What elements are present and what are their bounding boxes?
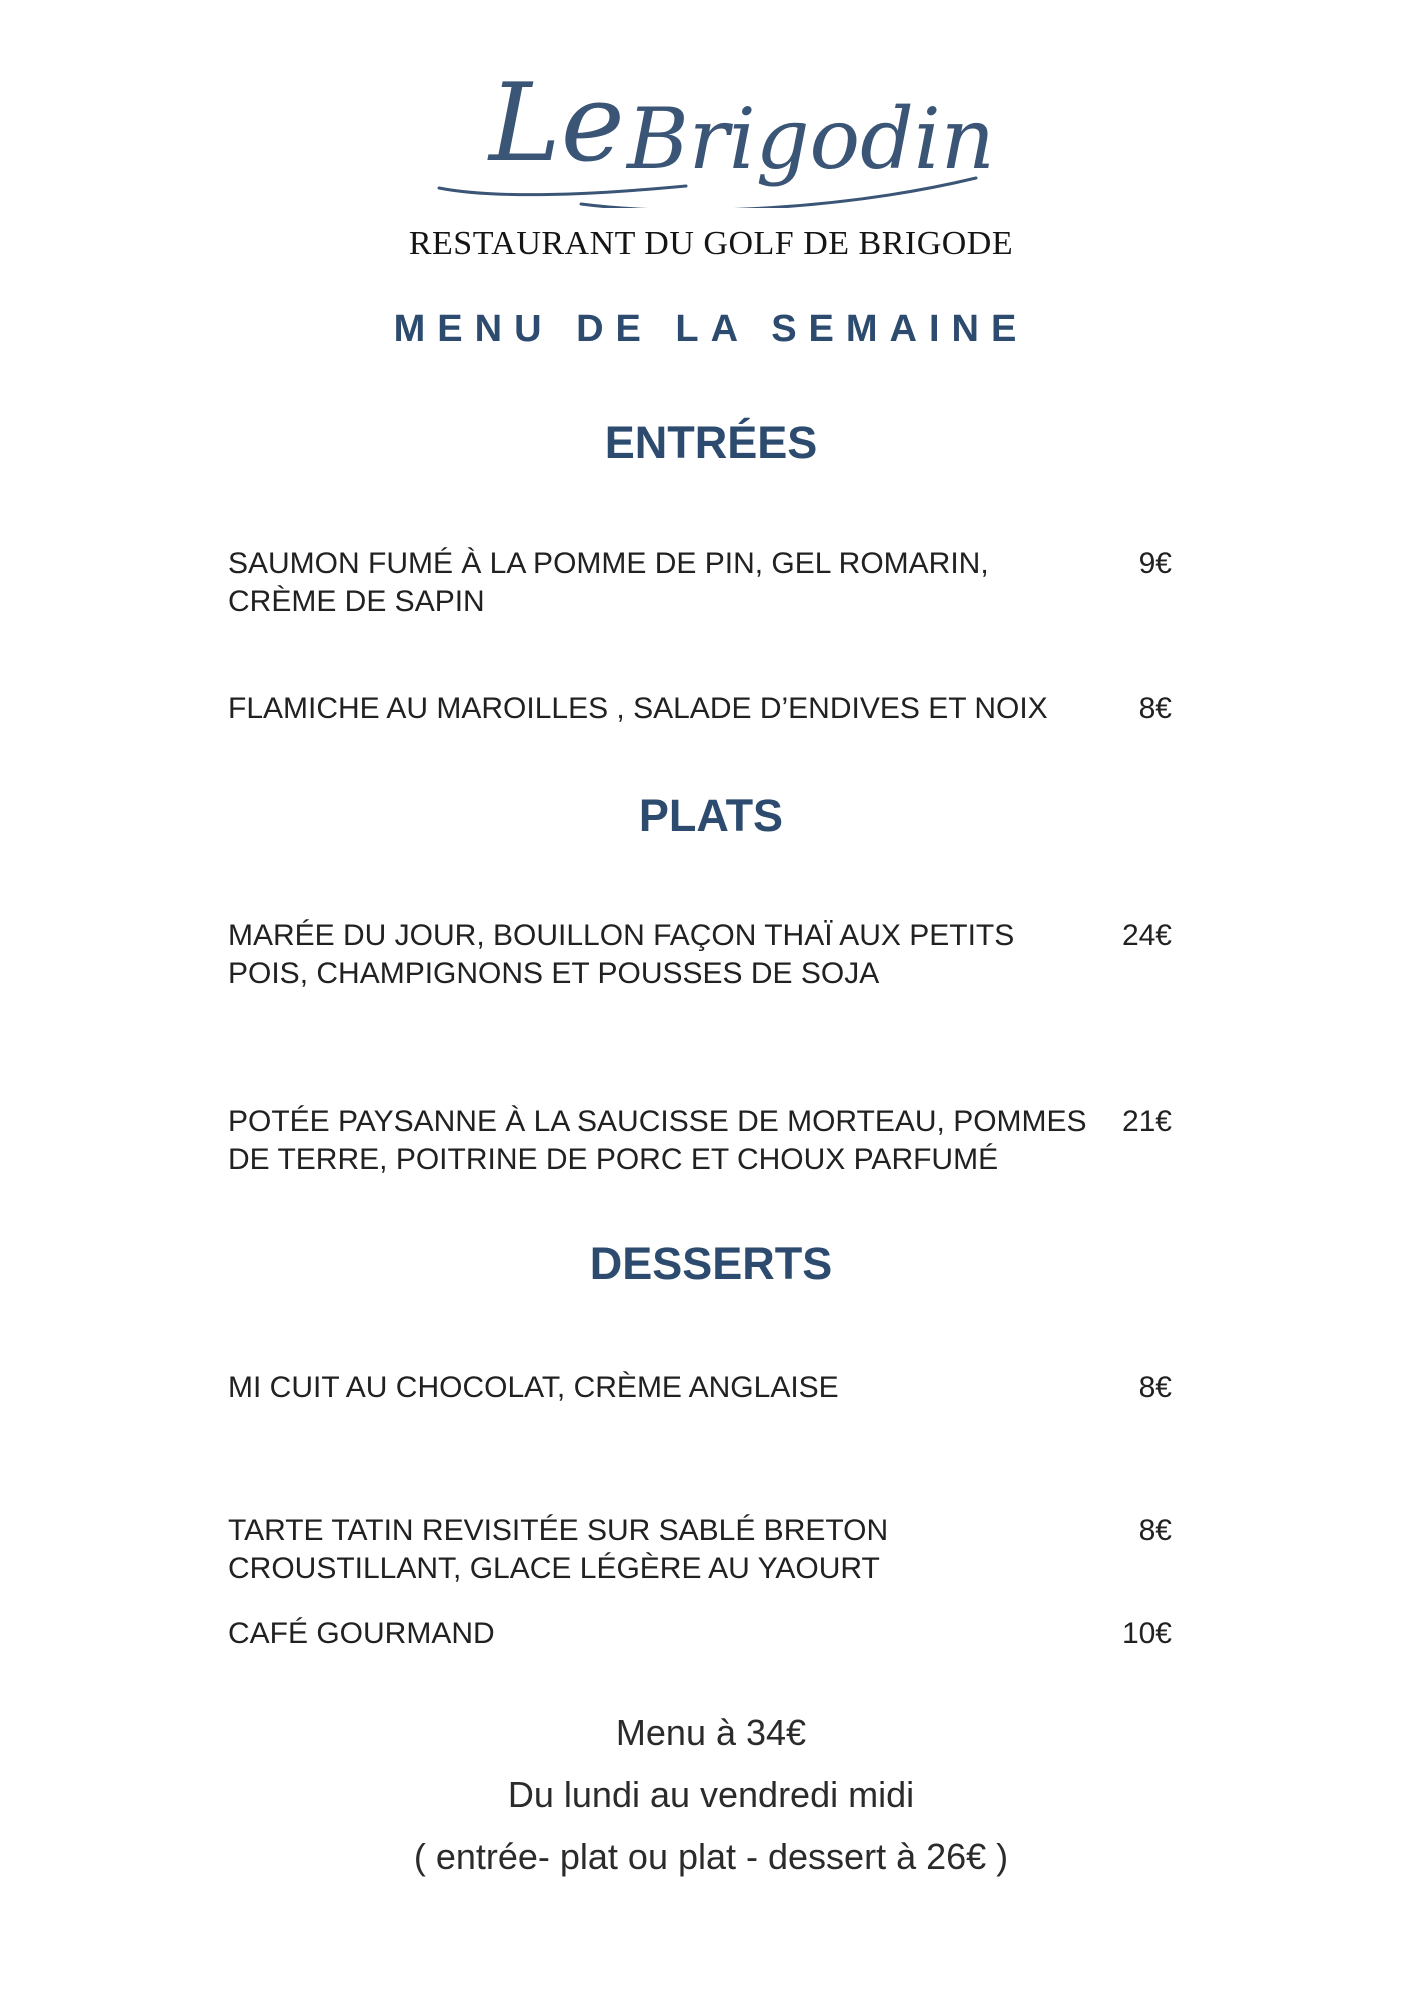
menu-item-micuit (228, 1369, 1172, 1407)
item-name-line: FLAMICHE AU MAROILLES , SALADE D’ENDIVES ET NOIX (228, 692, 1048, 725)
item-name-line: POTÉE PAYSANNE À LA SAUCISSE DE MORTEAU, POMMES (228, 1105, 1087, 1138)
logo-text-brigodin: Brigodin (627, 90, 991, 188)
footer-line-schedule: Du lundi au vendredi midi (507, 1774, 915, 1815)
item-price: 10€ (1121, 1617, 1172, 1650)
item-price: 8€ (1138, 692, 1172, 725)
restaurant-logo (431, 38, 991, 208)
item-name-line: POIS, CHAMPIGNONS ET POUSSES DE SOJA (228, 957, 880, 990)
menu-item-tarte-tatin (228, 1512, 1172, 1588)
item-name (228, 1512, 1098, 1588)
item-name (228, 1615, 1098, 1653)
footer-line-formula-detail: ( entrée- plat ou plat - dessert à 26€ ) (413, 1836, 1009, 1877)
item-name-line: TARTE TATIN REVISITÉE SUR SABLÉ BRETON (228, 1514, 889, 1547)
item-name (228, 690, 1098, 728)
item-price: 9€ (1138, 547, 1172, 580)
item-price: 24€ (1121, 919, 1172, 952)
item-name-line: SAUMON FUMÉ À LA POMME DE PIN, GEL ROMARIN, (228, 547, 989, 580)
menu-item-potee (228, 1103, 1172, 1179)
item-name-line: CROUSTILLANT, GLACE LÉGÈRE AU YAOURT (228, 1552, 880, 1585)
item-name (228, 1369, 1098, 1407)
item-price: 8€ (1138, 1371, 1172, 1404)
item-price: 21€ (1121, 1105, 1172, 1138)
footer-line-menu-price: Menu à 34€ (615, 1712, 807, 1753)
section-heading-desserts: DESSERTS (589, 1238, 833, 1289)
item-name-line: MARÉE DU JOUR, BOUILLON FAÇON THAÏ AUX PETITS (228, 919, 1015, 952)
item-name (228, 545, 1098, 621)
item-name (228, 917, 1098, 993)
item-name-line: DE TERRE, POITRINE DE PORC ET CHOUX PARFUMÉ (228, 1143, 999, 1176)
menu-item-cafe-gourmand (228, 1615, 1172, 1653)
menu-item-flamiche (228, 690, 1172, 728)
logo-text-le: Le (489, 61, 625, 186)
menu-item-maree (228, 917, 1172, 993)
section-heading-plats: PLATS (638, 790, 784, 841)
logo-signature-graphic (431, 38, 991, 208)
section-heading-entrees: ENTRÉES (604, 417, 818, 468)
item-name-line: MI CUIT AU CHOCOLAT, CRÈME ANGLAISE (228, 1371, 839, 1404)
item-name-line: CAFÉ GOURMAND (228, 1617, 495, 1650)
item-price: 8€ (1138, 1514, 1172, 1547)
page-title: MENU DE LA SEMAINE (393, 308, 1029, 350)
item-name (228, 1103, 1098, 1179)
restaurant-subtitle: RESTAURANT DU GOLF DE BRIGODE (408, 225, 1014, 262)
menu-formula (0, 1702, 1422, 1888)
menu-item-saumon (228, 545, 1172, 621)
item-name-line: CRÈME DE SAPIN (228, 585, 485, 618)
